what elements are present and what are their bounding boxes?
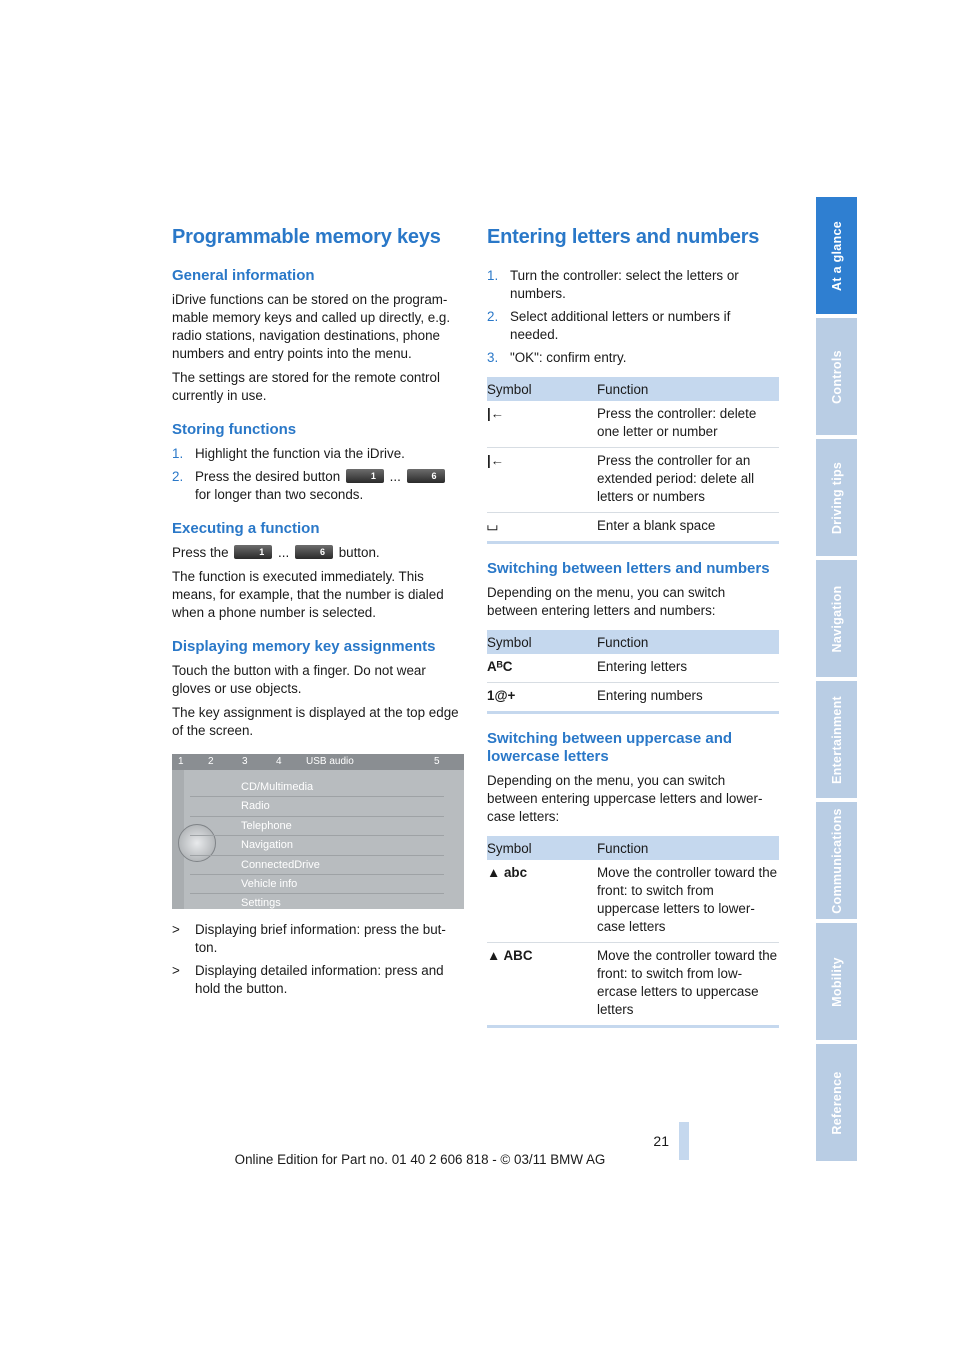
letters-mode-icon: AᴮC — [487, 654, 597, 683]
footer-edition: Online Edition for Part no. 01 40 2 606 818 - © 03/11 BMW AG — [234, 1152, 606, 1167]
heading-executing-function: Executing a function — [172, 520, 320, 537]
menu-list — [190, 778, 444, 909]
symbol-table-delete — [487, 377, 779, 544]
table-row: ▲ abc Move the controller toward the front: to switch from uppercase letters to lower-case letters — [487, 860, 779, 943]
storing-steps — [172, 445, 464, 504]
switch-letters-numbers-paragraph: Depending on the menu, you can switch between entering letters and numbers: — [487, 585, 726, 618]
executing-paragraph-2: The function is executed immediately. This means, for example, that the number is dialed when a phone number is selected. — [172, 569, 444, 620]
bullet-brief-info: > Displaying brief information: press the but-ton. — [172, 922, 446, 955]
left-column — [172, 226, 464, 1006]
table-header: Symbol Function — [487, 836, 779, 860]
table-row: AᴮC Entering letters — [487, 654, 779, 683]
numbers-mode-icon: 1@+ — [487, 683, 597, 713]
uppercase-mode-icon: ▲ ABC — [487, 943, 597, 1027]
entering-step-2: 2. Select additional letters or numbers if needed. — [487, 309, 731, 342]
footer-bar — [679, 1122, 689, 1160]
general-paragraph-2: The settings are stored for the remote control currently in use. — [172, 370, 440, 403]
right-column — [487, 226, 779, 1032]
tab-reference[interactable]: Reference — [816, 1044, 857, 1161]
tab-at-a-glance[interactable]: At a glance — [816, 197, 857, 314]
tab-communications[interactable]: Communications — [816, 802, 857, 919]
tab-mobility[interactable]: Mobility — [816, 923, 857, 1040]
menu-item: Vehicle info — [190, 875, 444, 894]
memory-key-6-icon: 6 — [407, 469, 445, 483]
table-row: 1@+ Entering numbers — [487, 683, 779, 713]
switch-case-paragraph: Depending on the menu, you can switch between entering uppercase letters and lower-case letters: — [487, 773, 763, 824]
executing-paragraph-1: Press the 1 ... 6 button. — [172, 545, 380, 560]
heading-storing-functions: Storing functions — [172, 421, 297, 438]
table-row: |← Press the controller for an extended period: delete all letters or numbers — [487, 448, 779, 513]
section-title-entering-letters: Entering letters and numbers — [487, 226, 760, 248]
table-row: ▲ ABC Move the controller toward the front: to switch from low-ercase letters to uppercase letters — [487, 943, 779, 1027]
tab-navigation[interactable]: Navigation — [816, 560, 857, 677]
menu-item: CD/Multimedia — [190, 778, 444, 797]
entering-steps — [487, 267, 779, 367]
bullet-detailed-info: > Displaying detailed information: press and hold the button. — [172, 963, 444, 996]
memory-key-6-icon: 6 — [295, 545, 333, 559]
heading-switch-case: Switching between uppercase and lowercase letters — [487, 730, 733, 765]
entering-step-1: 1. Turn the controller: select the letters or numbers. — [487, 268, 739, 301]
switch-letters-numbers-section — [487, 560, 779, 714]
entering-step-3: 3. "OK": confirm entry. — [487, 350, 627, 365]
memory-key-1-icon: 1 — [346, 469, 384, 483]
symbol-table-letters-numbers — [487, 630, 779, 714]
symbol-table-case — [487, 836, 779, 1028]
heading-switch-letters-numbers: Switching between letters and numbers — [487, 560, 770, 577]
table-header: Symbol Function — [487, 630, 779, 654]
page-number: 21 — [653, 1133, 669, 1149]
displaying-paragraph-1: Touch the button with a finger. Do not wear gloves or use objects. — [172, 663, 426, 696]
idrive-menu-screenshot — [172, 754, 464, 909]
heading-general-information: General information — [172, 267, 315, 284]
lowercase-mode-icon: ▲ abc — [487, 860, 597, 943]
menu-item: Radio — [190, 797, 444, 816]
tab-controls[interactable]: Controls — [816, 318, 857, 435]
section-title-memory-keys: Programmable memory keys — [172, 226, 441, 248]
displaying-paragraph-2: The key assignment is displayed at the top edge of the screen. — [172, 705, 459, 738]
table-row: |← Press the controller: delete one letter or number — [487, 401, 779, 448]
delete-letter-icon: |← — [487, 401, 597, 448]
blank-space-icon: ⌴ — [487, 513, 597, 543]
heading-displaying-assignments: Displaying memory key assignments — [172, 638, 436, 655]
general-paragraph-1: iDrive functions can be stored on the program-mable memory keys and called up directly, e.g. radio stations, navigation destinations, phone numbers and entry points into the menu. — [172, 292, 451, 361]
storing-step-2: 2. Press the desired button 1 ... 6 for longer than two seconds. — [172, 468, 464, 504]
menu-item: ConnectedDrive — [190, 856, 444, 875]
menu-item: Settings — [190, 894, 444, 909]
menu-item: Navigation — [190, 836, 444, 855]
chapter-sidebar — [816, 197, 857, 1165]
displaying-section — [172, 638, 464, 998]
menu-item: Telephone — [190, 817, 444, 836]
table-row: ⌴ Enter a blank space — [487, 513, 779, 543]
memory-key-1-icon: 1 — [234, 545, 272, 559]
storing-step-1: 1. Highlight the function via the iDrive. — [172, 446, 405, 461]
tab-entertainment[interactable]: Entertainment — [816, 681, 857, 798]
memory-key-assignment-bar: 1 2 3 4 USB audio 5 — [172, 754, 464, 770]
storing-section — [172, 421, 464, 504]
displaying-bullets — [172, 921, 464, 998]
switch-case-section — [487, 730, 779, 1028]
executing-section — [172, 520, 464, 622]
tab-driving-tips[interactable]: Driving tips — [816, 439, 857, 556]
delete-all-icon: |← — [487, 448, 597, 513]
table-header: Symbol Function — [487, 377, 779, 401]
